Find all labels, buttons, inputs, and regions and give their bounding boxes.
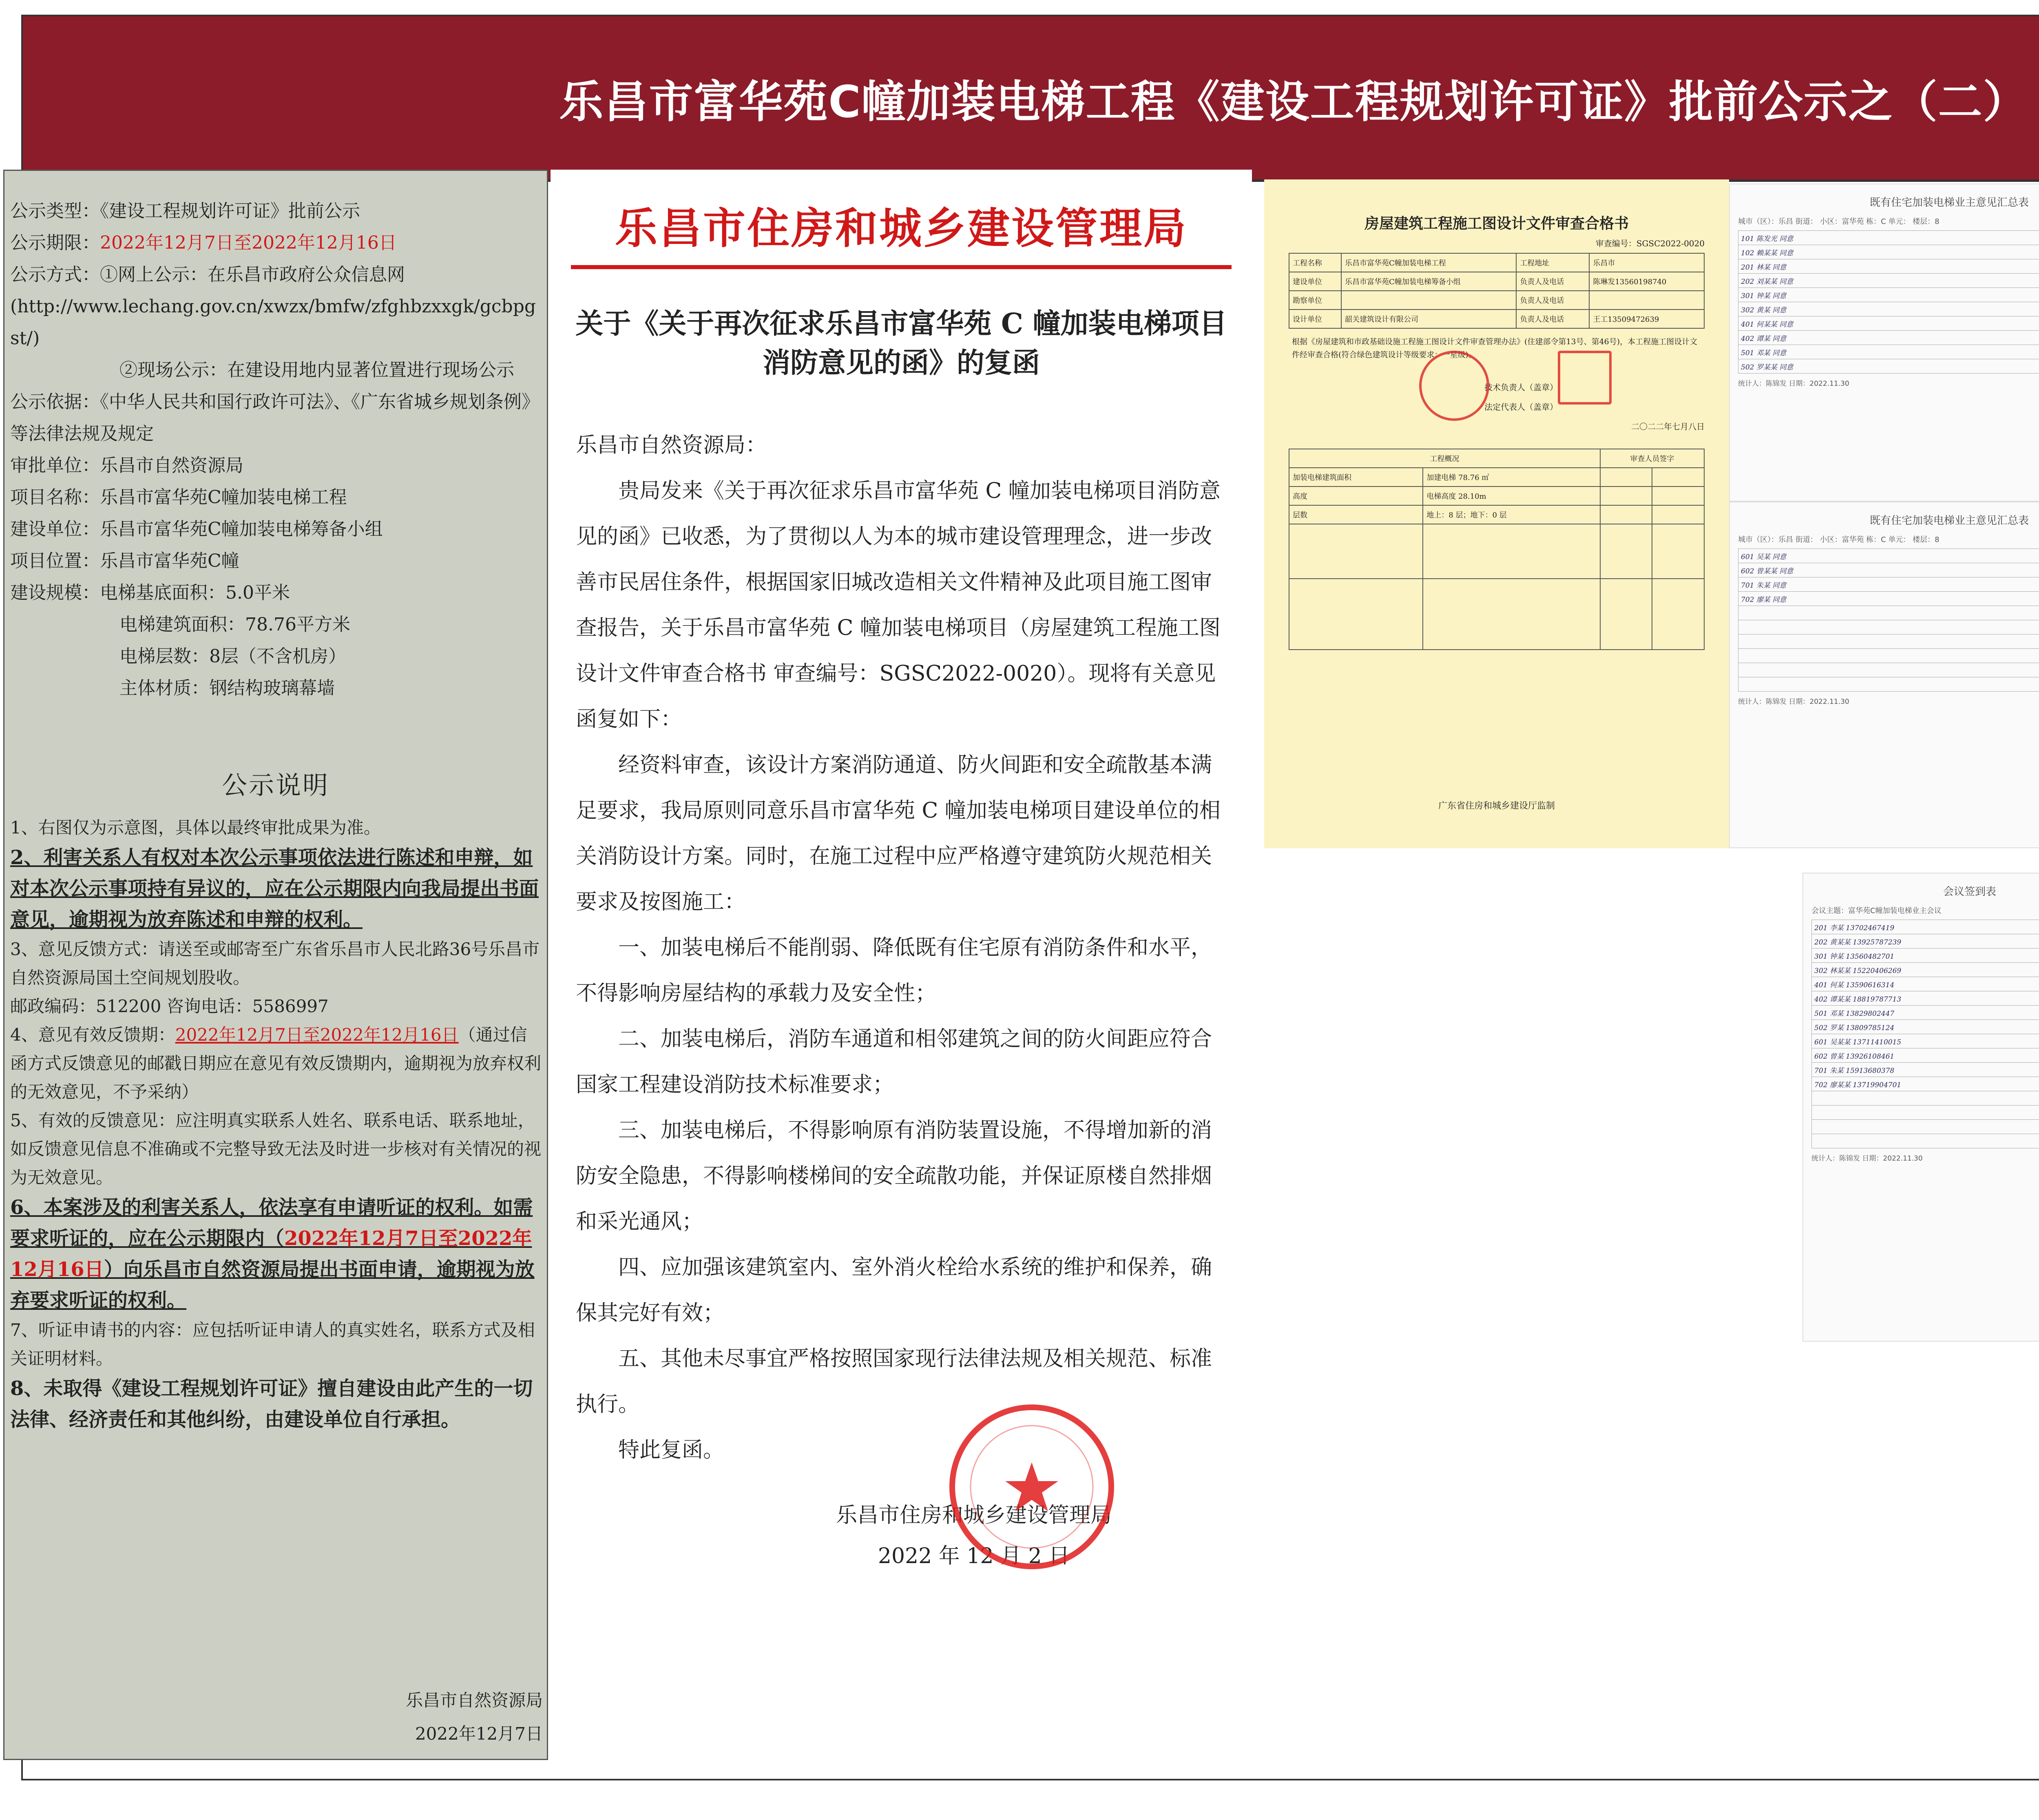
info-scale-3: 电梯层数：8层（不含机房） <box>119 646 346 667</box>
note-3b: 邮政编码：512200 咨询电话：5586997 <box>10 996 329 1016</box>
letter-paragraph: 二、加装电梯后，消防车通道和相邻建筑之间的防火间距应符合国家工程建设消防技术标准要求； <box>576 1027 1212 1097</box>
form-title: 既有住宅加装电梯业主意见汇总表 <box>1869 515 2029 527</box>
letter-paragraph: 四、应加强该建筑室内、室外消火栓给水系统的维护和保养，确保其完好有效； <box>576 1255 1212 1325</box>
form-foot: 统计人：陈锦发 日期：2022.11.30 <box>1738 380 1849 388</box>
info-method: 公示方式：①网上公示：在乐昌市政府公众信息网 <box>10 264 405 285</box>
info-scale-4: 主体材质：钢结构玻璃幕墙 <box>119 678 335 699</box>
note-8: 8、未取得《建设工程规划许可证》擅自建设由此产生的一切法律、经济责任和其他纠纷，由建设单位自行承担。 <box>10 1377 533 1431</box>
panel-sign-date: 2022年12月7日 <box>415 1724 543 1744</box>
certificate-table: 工程名称 乐昌市富华苑C幢加装电梯工程 工程地址 乐昌市 建设单位 乐昌市富华苑C幢加装电梯筹备小组 负责人及电话 陈琳发13560198740 勘察单位 负责人及电话 设计单位 韶关建筑设计有限公司 负责人及电话 王工13509472639 <box>1289 253 1705 329</box>
letter-sign-date: 2022 年 12 月 2 日 <box>878 1544 1070 1568</box>
form-head: 城市（区）：乐昌 街道： 小区：富华苑 栋：C 单元： 楼层：8 <box>1738 217 1939 226</box>
letter-paragraph: 一、加装电梯后不能削弱、降低既有住宅原有消防条件和水平，不得影响房屋结构的承载力及安全性； <box>576 935 1212 1006</box>
note-4: 4、意见有效反馈期：2022年12月7日至2022年12月16日（通过信函方式反馈意见的邮戳日期应在意见有效反馈期内，逾期视为放弃权利的无效意见，不予采纳） <box>10 1025 542 1102</box>
meeting-signin-sheet <box>1802 873 2039 1342</box>
legal-lead: 法定代表人（盖章） <box>1484 402 1558 412</box>
info-period: 公示期限：2022年12月7日至2022年12月16日 <box>10 232 397 253</box>
note-7: 7、听证申请书的内容：应包括听证申请人的真实姓名，联系方式及相关证明材料。 <box>10 1320 535 1369</box>
owner-opinion-form-1 <box>1729 184 2039 502</box>
agency-title: 乐昌市住房和城乡建设管理局 <box>571 194 1232 269</box>
letter-salutation: 乐昌市自然资源局： <box>576 433 767 458</box>
note-2: 2、利害关系人有权对本次公示事项依法进行陈述和申辩，如对本次公示事项持有异议的，应在公示期限内向我局提出书面意见，逾期视为放弃陈述和申辩的权利。 <box>10 846 539 931</box>
note-1: 1、右图仅为示意图，具体以最终审批成果为准。 <box>10 818 381 838</box>
info-panel <box>3 170 548 1760</box>
form-table: 201 李某 13702467419 202 黄某某 13925787239 301 钟某 13560482701 302 林某某 15220406269 401 何某 13590616314 402 谭某某 18819787713 501 邓某 13829802447 502 罗某 13809785124 601 吴某某 13711410015 602 曾某 13926108461 701 朱某 15913680378 702 廖某某 13719904701 <box>1811 920 2039 1148</box>
info-builder: 建设单位：乐昌市富华苑C幢加装电梯筹备小组 <box>10 519 383 540</box>
info-method-2: ②现场公示：在建设用地内显著位置进行现场公示 <box>119 360 514 380</box>
letter-paragraph: 经资料审查，该设计方案消防通道、防火间距和安全疏散基本满足要求，我局原则同意乐昌市富华苑 C 幢加装电梯项目建设单位的相关消防设计方案。同时，在施工过程中应严格遵守建筑防火规范相关要求及按图施工： <box>576 753 1221 914</box>
letter-paragraph: 五、其他未尽事宜严格按照国家现行法律法规及相关规范、标准执行。 <box>576 1347 1212 1417</box>
form-title: 既有住宅加装电梯业主意见汇总表 <box>1869 197 2029 209</box>
form-foot: 统计人：陈锦发 日期：2022.11.30 <box>1811 1154 1923 1163</box>
panel-sign-org: 乐昌市自然资源局 <box>405 1690 543 1710</box>
certificate-footer: 广东省住房和城乡建设厅监制 <box>1438 801 1555 811</box>
letter-paragraph: 三、加装电梯后，不得影响原有消防装置设施，不得增加新的消防安全隐患，不得影响楼梯间的安全疏散功能，并保证原楼自然排烟和采光通风； <box>576 1118 1212 1234</box>
info-scale-2: 电梯建筑面积：78.76平方米 <box>119 614 350 635</box>
cert-chop-icon <box>1558 351 1612 405</box>
certificate-paragraph: 根据《房屋建筑和市政基础设施工程施工图设计文件审查管理办法》(住建部令第13号、第46号)，本工程施工图设计文件经审查合格(符合绿色建筑设计等级要求：一星级)。 <box>1292 337 1698 359</box>
form-head: 会议主题：富华苑C幢加装电梯业主会议 <box>1811 907 1942 915</box>
reply-letter <box>551 170 1252 1760</box>
official-seal-icon <box>946 1401 1117 1572</box>
info-url: (http://www.lechang.gov.cn/xwzx/bmfw/zfghbzxxgk/gcbpgst/) <box>10 296 536 349</box>
form-head: 城市（区）：乐昌 街道： 小区：富华苑 栋：C 单元： 楼层：8 <box>1738 535 1939 544</box>
letter-subject: 关于《关于再次征求乐昌市富华苑 C 幢加装电梯项目消防意见的函》的复函 <box>575 307 1227 379</box>
certificate-date: 二〇二二年七月八日 <box>1631 422 1705 431</box>
info-scale: 建设规模：电梯基底面积：5.0平米 <box>10 582 290 603</box>
form-foot: 统计人：陈锦发 日期：2022.11.30 <box>1738 698 1849 706</box>
note-5: 5、有效的反馈意见：应注明真实联系人姓名、联系电话、联系地址，如反馈意见信息不准确或不完整导致无法及时进一步核对有关情况的视为无效意见。 <box>10 1110 542 1188</box>
info-project: 项目名称：乐昌市富华苑C幢加装电梯工程 <box>10 487 347 508</box>
letter-sign-org: 乐昌市住房和城乡建设管理局 <box>836 1503 1112 1528</box>
letter-paragraph: 贵局发来《关于再次征求乐昌市富华苑 C 幢加装电梯项目消防意见的函》已收悉，为了贯彻以人为本的城市建设管理理念，进一步改善市民居住条件，根据国家旧城改造相关文件精神及此项目施工图审查报告，关于乐昌市富华苑 C 幢加装电梯项目（房屋建筑工程施工图设计文件审查合格书 审查编号：SGSC2022-0020）。现将有关意见函复如下： <box>576 479 1221 732</box>
form-title: 会议签到表 <box>1943 886 1996 898</box>
notes-title: 公示说明 <box>221 770 330 800</box>
certificate-code: 审查编号：SGSC2022-0020 <box>1595 239 1705 248</box>
letter-body <box>576 422 1228 1473</box>
form-table: 601 吴某 同意 602 曾某某 同意 701 朱某 同意 702 廖某 同意 <box>1738 548 2039 692</box>
review-certificate <box>1264 179 1729 848</box>
owner-opinion-form-2 <box>1729 502 2039 848</box>
panel-footer <box>406 1684 543 1751</box>
letter-paragraph: 特此复函。 <box>618 1438 725 1462</box>
info-location: 项目位置：乐昌市富华苑C幢 <box>10 551 239 571</box>
note-6: 6、本案涉及的利害关系人，依法享有申请听证的权利。如需要求听证的，应在公示期限内（2022年12月7日至2022年12月16日）向乐昌市自然资源局提出书面申请，逾期视为放弃要求听证的权利。 <box>10 1196 535 1312</box>
certificate-title: 房屋建筑工程施工图设计文件审查合格书 <box>1364 215 1629 232</box>
info-type: 公示类型：《建设工程规划许可证》批前公示 <box>10 201 360 221</box>
header-bar <box>23 16 2039 182</box>
overview-table: 工程概况 审查人员签字 加装电梯建筑面积 加建电梯 78.76 ㎡ 高度 电梯高度 28.10m 层数 地上：8 层；地下：0 层 <box>1289 449 1705 650</box>
page-title: 乐昌市富华苑C幢加装电梯工程《建设工程规划许可证》批前公示之（二） <box>559 76 2028 128</box>
form-table: 101 陈发光 同意 102 赖某某 同意 201 林某 同意 202 刘某某 同意 301 钟某 同意 302 黄某 同意 401 何某某 同意 402 谭某 同意 501 邓某 同意 502 罗某某 同意 <box>1738 230 2039 374</box>
info-basis: 公示依据：《中华人民共和国行政许可法》、《广东省城乡规划条例》等法律法规及规定 <box>10 391 540 444</box>
cert-seal-icon <box>1419 351 1489 421</box>
info-approver: 审批单位：乐昌市自然资源局 <box>10 455 243 476</box>
tech-lead: 技术负责人（盖章） <box>1484 383 1558 392</box>
note-3: 3、意见反馈方式：请送至或邮寄至广东省乐昌市人民北路36号乐昌市自然资源局国土空间规划股收。 <box>10 939 540 988</box>
